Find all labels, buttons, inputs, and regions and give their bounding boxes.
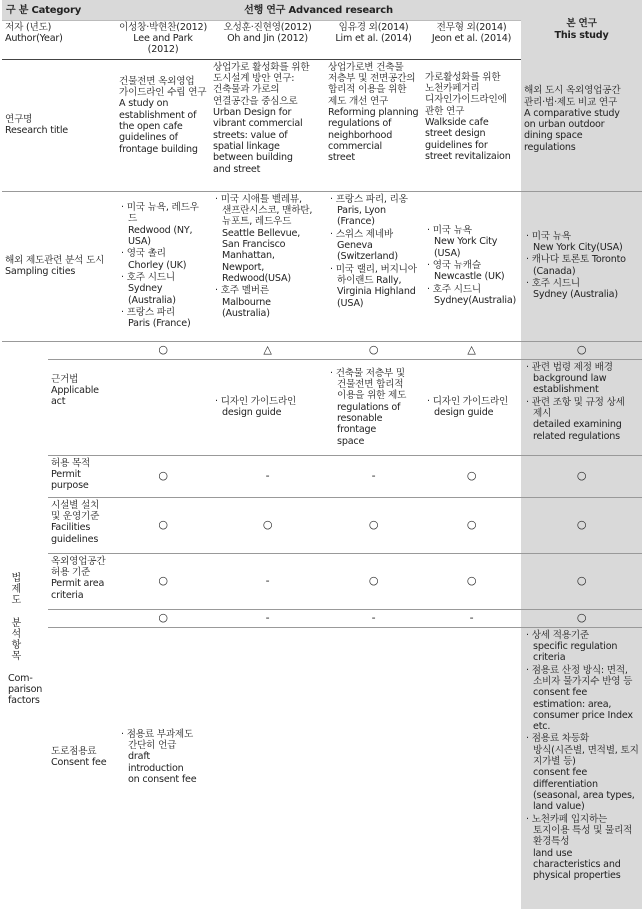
list-item: · 점용료 차등화 방식(시즌별, 면적별, 토지 지가별 등) consent fee differentiation (seasonal, area types, land value)	[526, 733, 639, 813]
permit-area-study: ○	[521, 553, 642, 609]
prior-research-header: 선행 연구 Advanced research	[116, 0, 521, 20]
applicable-act-3	[325, 359, 422, 455]
applicable-act-row	[2, 359, 642, 455]
cities-col-3	[325, 191, 422, 341]
list-item: · 미국 랠리, 버지니아 하이랜드 Rally, Virginia Highland (USA)	[330, 263, 417, 309]
list-item: · 캐나다 토론토 Toronto (Canada)	[526, 254, 626, 277]
fee-summary-3: -	[325, 609, 422, 627]
research-title-row	[2, 59, 642, 191]
list-item: · 노천카페 입지하는 토지이용 특성 및 물리적 환경특성 land use characteristics and physical properties	[526, 813, 633, 882]
list-item: · 프랑스 파리 Paris (France)	[121, 306, 191, 330]
list-item: · 미국 시애틀 벨레뷰, 샌프란시스코, 맨하탄, 뉴포트, 레드우드 Seattle Bellevue, San Francisco Manhattan, Newport, Redwood(USA)	[215, 193, 313, 284]
permit-area-1: ○	[116, 553, 210, 609]
fee-summary-4: -	[422, 609, 521, 627]
permit-area-4: ○	[422, 553, 521, 609]
list-item: · 영국 촐리 Chorley (UK)	[121, 248, 187, 271]
permit-purpose-row	[2, 455, 642, 497]
list-item: · 미국 뉴욕 New York City (USA)	[427, 225, 498, 259]
list-item: · 디자인 가이드라인 design guide	[215, 395, 297, 419]
list-item: · 관련 조항 및 규정 상세 제시 detailed examining related regulations	[526, 396, 625, 442]
research-title-label: 연구명 Research title	[2, 59, 116, 191]
consent-fee-label: 도로점용료 Consent fee	[51, 746, 107, 769]
permit-area-3: ○	[325, 553, 422, 609]
sampling-cities-row	[2, 191, 642, 341]
fee-summary-blank	[48, 609, 116, 627]
facilities-4: ○	[422, 497, 521, 553]
facilities-3: ○	[325, 497, 422, 553]
author-4: 전무형 외(2014) Jeon et al. (2014)	[422, 20, 521, 59]
legal-summary-1: ○	[158, 342, 168, 356]
cities-col-study	[521, 191, 642, 341]
applicable-act-label: 근거법 Applicable act	[48, 359, 116, 455]
applicable-act-1	[116, 359, 210, 455]
legal-group-label-en: Com- parison factors	[8, 672, 43, 707]
legal-summary-2: △	[263, 342, 272, 356]
permit-purpose-label: 허용 목적 Permit purpose	[48, 455, 116, 497]
consent-fee-study	[521, 627, 642, 909]
applicable-act-2	[210, 359, 325, 455]
legal-summary-blank	[48, 341, 116, 359]
header-row-1	[2, 0, 642, 20]
facilities-1: ○	[116, 497, 210, 553]
research-title-2: 상업가로 활성화를 위한 도시설계 방안 연구: 건축물과 가로의 연결공간을 중심으로 Urban Design for vibrant commercial streets: value of spatial linkage between building and street	[210, 59, 325, 191]
comparison-table	[2, 0, 642, 909]
permit-purpose-1: ○	[116, 455, 210, 497]
legal-summary-3: ○	[368, 342, 379, 356]
legal-group-label	[2, 341, 48, 909]
category-header: 구 분 Category	[2, 0, 116, 20]
fee-summary-study: ○	[521, 609, 642, 627]
permit-area-row	[2, 553, 642, 609]
fee-summary-1: ○	[116, 609, 210, 627]
consent-fee-row	[2, 627, 642, 909]
consent-fee-2	[210, 627, 325, 909]
research-title-4: 가로활성화를 위한 노천카페거리 디자인가이드라인에 관한 연구 Walkside cafe street design guidelines for street revitalizaion	[422, 59, 521, 191]
list-item: · 점용료 산정 방식: 면적, 소비자 물가지수 반영 등 consent fee estimation: area, consumer price Index etc.	[526, 664, 633, 733]
applicable-act-study	[521, 359, 642, 455]
list-item: · 프랑스 파리, 리옹 Paris, Lyon (France)	[330, 193, 408, 228]
fee-summary-row	[2, 609, 642, 627]
permit-purpose-2: -	[210, 455, 325, 497]
list-item: · 건축물 저층부 및 건물전면 합리적 이용을 위한 제도 regulations of resonable frontage space	[330, 367, 407, 447]
list-item: · 점용료 부과제도 간단히 언급 draft introduction on consent fee	[121, 728, 197, 785]
facilities-row	[2, 497, 642, 553]
research-title-study: 해외 도시 옥외영업공간 관리·법·제도 비교 연구 A comparative study on urban outdoor dining space regulations	[521, 59, 642, 191]
legal-summary-4: △	[467, 342, 476, 356]
permit-purpose-3: -	[325, 455, 422, 497]
list-item: · 호주 시드니 Sydney (Australia)	[121, 271, 176, 306]
cities-col-2	[210, 191, 325, 341]
research-title-1: 건물전면 옥외영업 가이드라인 수립 연구 A study on establishment of the open cafe guidelines of frontage building	[116, 59, 210, 191]
author-2: 오성훈·진현영(2012) Oh and Jin (2012)	[210, 20, 325, 59]
research-title-3: 상업가로변 건축물 저층부 및 전면공간의 합리적 이용을 위한 제도 개선 연구 Reforming planning regulations of neighborhood commercial street	[325, 59, 422, 191]
facilities-2: ○	[210, 497, 325, 553]
legal-summary-row	[2, 341, 642, 359]
permit-purpose-4: ○	[422, 455, 521, 497]
consent-fee-3	[325, 627, 422, 909]
list-item: · 스위스 제네바 Geneva (Switzerland)	[330, 228, 398, 263]
list-item: · 미국 뉴욕 New York City(USA)	[526, 230, 623, 254]
this-study-ko: 본 연구	[566, 18, 597, 30]
this-study-en: This study	[554, 29, 609, 41]
permit-area-2: -	[210, 553, 325, 609]
author-label: 저자 (년도) Author(Year)	[2, 20, 116, 59]
permit-purpose-study: ○	[521, 455, 642, 497]
list-item: · 호주 시드니 Sydney (Australia)	[526, 278, 618, 301]
consent-fee-1	[116, 627, 210, 909]
list-item: · 관련 법령 제정 배경 background law establishment	[526, 361, 613, 396]
list-item: · 미국 뉴욕, 레드우드 Redwood (NY, USA)	[121, 202, 199, 247]
cities-col-1	[116, 191, 210, 341]
list-item: · 영국 뉴캐슬 Newcastle (UK)	[427, 260, 505, 283]
legal-group-label-ko: 법제도 분석항목	[8, 572, 20, 662]
sampling-cities-label: 해외 제도관련 분석 도시 Sampling cities	[2, 191, 116, 341]
cities-col-4	[422, 191, 521, 341]
list-item: · 상세 적용기준 specific regulation criteria	[526, 629, 618, 664]
consent-fee-4	[422, 627, 521, 909]
author-3: 임유경 외(2014) Lim et al. (2014)	[325, 20, 422, 59]
permit-area-label: 옥외영업공간 허용 기준 Permit area criteria	[48, 553, 116, 609]
facilities-study: ○	[521, 497, 642, 553]
applicable-act-4	[422, 359, 521, 455]
facilities-label: 시설별 설치 및 운영기준 Facilities guidelines	[48, 497, 116, 553]
fee-summary-2: -	[210, 609, 325, 627]
list-item: · 호주 멜버른 Malbourne (Australia)	[215, 285, 271, 319]
this-study-header	[521, 0, 642, 59]
list-item: · 호주 시드니 Sydney(Australia)	[427, 283, 517, 307]
list-item: · 디자인 가이드라인 design guide	[427, 395, 509, 419]
author-1: 이성창·박현찬(2012) Lee and Park (2012)	[116, 20, 210, 59]
legal-summary-study: ○	[521, 341, 642, 359]
